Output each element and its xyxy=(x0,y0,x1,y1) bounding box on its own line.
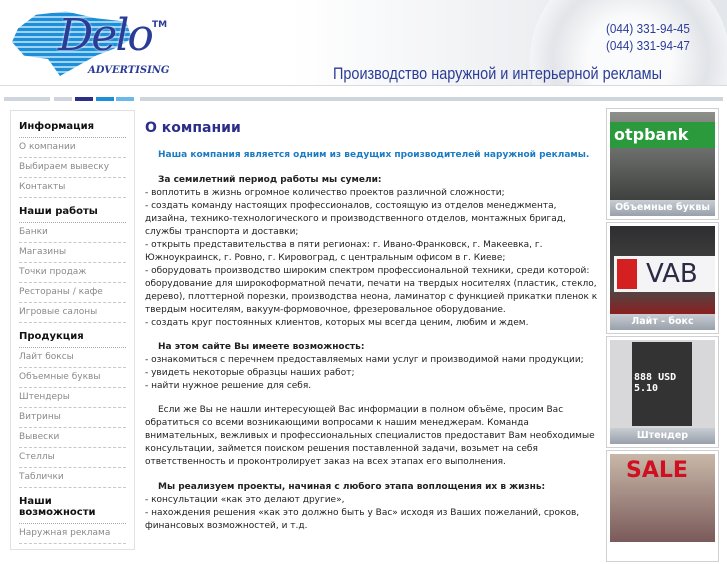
logo-subtitle: ADVERTISING xyxy=(88,65,170,76)
sidebar-heading: Продукция xyxy=(19,329,126,348)
thumb-stand[interactable] xyxy=(606,336,719,448)
sign-text: VAB xyxy=(614,256,715,292)
logo[interactable]: Delo xyxy=(58,10,152,61)
list-item: - оборудовать производство широким спектром профессиональной техники, среди которой: оборудование для широкоформатной печати, печати на твердых носителях (пластик, стекло, дерево), плоттерной порезки, производства неона, ламинатор с функцией прикатки пленок к твердым носителям, вакуум-формовочное, фрезеровальное оборудование. xyxy=(145,266,598,315)
list-item: - консультации «как это делают другие», xyxy=(145,495,345,505)
sidebar-link[interactable]: Штендеры xyxy=(19,388,126,408)
sign-text: otpbank xyxy=(610,122,715,148)
sign-text: 888 USD 5.10 xyxy=(632,342,692,426)
thumb-image xyxy=(610,340,715,428)
sidebar-link[interactable]: Банки xyxy=(19,223,126,243)
sidebar-link[interactable]: Наружная реклама xyxy=(19,524,126,544)
header xyxy=(0,0,727,86)
slogan: Производство наружной и интерьерной рекламы xyxy=(333,64,663,83)
sidebar-nav xyxy=(10,110,135,550)
sidebar-link[interactable]: Магазины xyxy=(19,243,126,263)
list-item: - открыть представительства в пяти регионах: г. Ивано-Франковск, г. Макеевка, г. Южноукраинск, г. Ровно, г. Кировоград, с центральным офисом в г. Киеве; xyxy=(145,240,543,263)
sidebar-link[interactable]: Контакты xyxy=(19,178,126,198)
sidebar-link[interactable]: Выбираем вывеску xyxy=(19,158,126,178)
phone-2: (044) 331-94-47 xyxy=(606,38,690,53)
thumb-image xyxy=(610,454,715,542)
thumb-showcase[interactable] xyxy=(606,450,719,562)
thumb-lightbox[interactable] xyxy=(606,222,719,334)
sidebar-heading: Наши работы xyxy=(19,204,126,223)
sidebar-link[interactable]: Объемные буквы xyxy=(19,368,126,388)
paragraph: Если же Вы не нашли интересующей Вас информации в полном объёме, просим Вас обратиться со всеми возникающими вопросами к нашим менеджерам. Команда внимательных, вежливых и профессиональных специалистов предоставит Вам необходимые консультации, займется поиском решения поставленной задачи, возьмет на себя ответственность и проконтролирует заказ на всех этапах его выполнения. xyxy=(145,405,595,467)
section-lead: На этом сайте Вы имеете возможность: xyxy=(158,342,365,352)
thumb-image xyxy=(610,112,715,200)
sidebar-heading: Информация xyxy=(19,119,126,138)
list-item: - воплотить в жизнь огромное количество проектов различной сложности; xyxy=(145,188,505,198)
thumb-caption: Штендер xyxy=(610,428,715,444)
intro-text: Наша компания является одним из ведущих производителей наружной рекламы. xyxy=(158,150,590,160)
sidebar-link[interactable]: О компании xyxy=(19,138,126,158)
list-item: - нахождения решения «как это должно быть у Вас» исходя из Ваших пожеланий, сроков, финансовых возможностей, и т.д. xyxy=(145,508,580,531)
product-thumbnails xyxy=(606,108,719,564)
thumb-volume-letters[interactable] xyxy=(606,108,719,220)
list-item: - создать команду настоящих профессионалов, состоящую из отделов менеджмента, дизайна, технико-технологического и производственного отделов, монтажных бригад, службы транспорта и доставки; xyxy=(145,201,566,237)
sidebar-link[interactable]: Рестораны / кафе xyxy=(19,283,126,303)
thumb-caption: Объемные буквы xyxy=(610,200,715,216)
list-item: - увидеть некоторые образцы наших работ; xyxy=(145,368,355,378)
sidebar-heading: Наши возможности xyxy=(19,494,126,524)
sign-text: SALE xyxy=(626,458,688,483)
list-item: - создать круг постоянных клиентов, которых мы всегда ценим, любим и ждем. xyxy=(145,318,529,328)
sidebar-link[interactable]: Игровые салоны xyxy=(19,303,126,323)
sidebar-link[interactable]: Таблички xyxy=(19,468,126,488)
main-content xyxy=(145,122,600,544)
logo-tm: TM xyxy=(152,20,168,30)
decor-strip xyxy=(4,97,723,101)
page-title: О компании xyxy=(145,120,241,136)
sidebar-link[interactable]: Стеллы xyxy=(19,448,126,468)
sidebar-link[interactable]: Вывески xyxy=(19,428,126,448)
phone-1: (044) 331-94-45 xyxy=(606,21,690,36)
thumb-image xyxy=(610,226,715,314)
list-item: - ознакомиться с перечнем предоставляемых нами услуг и производимой нами продукции; xyxy=(145,355,584,365)
sidebar-link[interactable]: Точки продаж xyxy=(19,263,126,283)
sidebar-link[interactable]: Витрины xyxy=(19,408,126,428)
section-lead: За семилетний период работы мы сумели: xyxy=(158,175,382,185)
section-lead: Мы реализуем проекты, начиная с любого этапа воплощения их в жизнь: xyxy=(158,482,546,492)
list-item: - найти нужное решение для себя. xyxy=(145,381,312,391)
sidebar-link[interactable]: Лайт боксы xyxy=(19,348,126,368)
thumb-caption: Лайт - бокс xyxy=(610,314,715,330)
